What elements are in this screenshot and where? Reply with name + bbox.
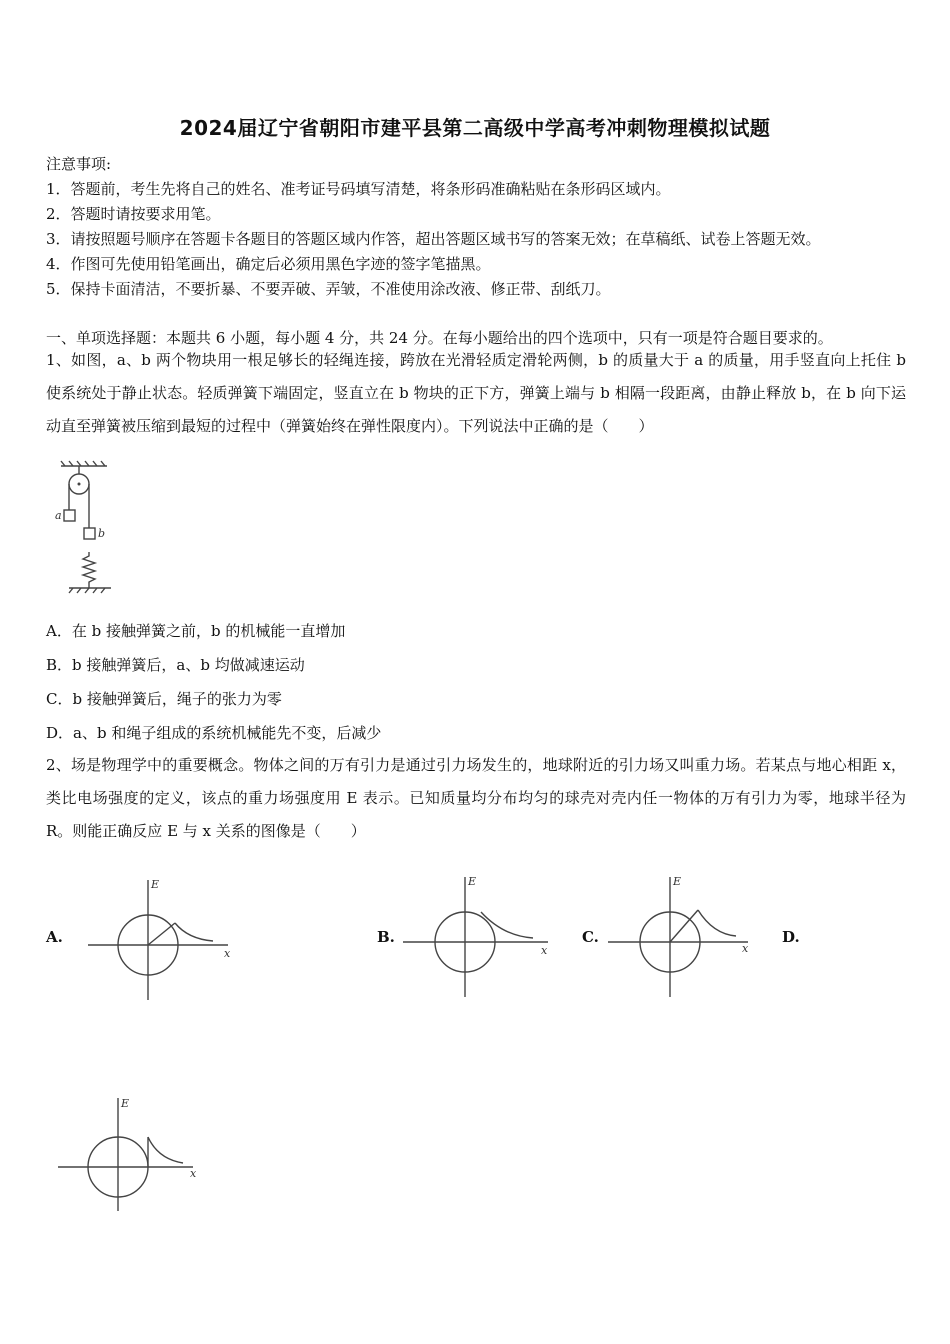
section-heading: 一、单项选择题：本题共 6 小题，每小题 4 分，共 24 分。在每小题给出的四个选项中，只有一项是符合题目要求的。 bbox=[46, 329, 833, 347]
page-title: 2024届辽宁省朝阳市建平县第二高级中学高考冲刺物理模拟试题 bbox=[179, 116, 771, 140]
svg-text:E: E bbox=[151, 878, 160, 891]
spring bbox=[83, 552, 95, 588]
svg-text:x: x bbox=[541, 944, 548, 957]
svg-text:E: E bbox=[121, 1097, 130, 1110]
notice-item: 1．答题前，考生先将自己的姓名、准考证号码填写清楚，将条形码准确粘贴在条形码区域内。 bbox=[46, 180, 671, 198]
q2-label-b: B. bbox=[377, 928, 395, 946]
svg-text:x: x bbox=[190, 1167, 197, 1180]
notice-item: 2．答题时请按要求用笔。 bbox=[46, 205, 221, 223]
notice-item: 4．作图可先使用铅笔画出，确定后必须用黑色字迹的签字笔描黑。 bbox=[46, 255, 491, 273]
block-b bbox=[84, 528, 95, 539]
label-a: a bbox=[55, 509, 62, 522]
q1-option-d: D．a、b 和绳子组成的系统机械能先不变，后减少 bbox=[46, 724, 382, 742]
q2-label-c: C. bbox=[582, 928, 599, 946]
q1-option-a: A．在 b 接触弹簧之前，b 的机械能一直增加 bbox=[46, 622, 346, 640]
q2-label-a: A. bbox=[46, 928, 63, 946]
notice-item: 5．保持卡面清洁，不要折暴、不要弄破、弄皱，不准使用涂改液、修正带、刮纸刀。 bbox=[46, 280, 611, 298]
question-1-stem: 1、如图，a、b 两个物块用一根足够长的轻绳连接，跨放在光滑轻质定滑轮两侧，b 的质量大于 a 的质量，用手竖直向上托住 b 使系统处于静止状态。轻质弹簧下端固定，竖直立在 b 物块的正下方，弹簧上端与 b 相隔一段距离，由静止释放 b，在 b 向下运动直至弹簧被压缩到最短的过程中（弹簧始终在弹性限度内）。下列说法中正确的是（ ） bbox=[46, 351, 906, 435]
graph-option-c bbox=[608, 872, 768, 1002]
graph-option-d bbox=[58, 1093, 218, 1223]
svg-text:E: E bbox=[468, 875, 477, 888]
q1-option-b: B．b 接触弹簧后，a、b 均做减速运动 bbox=[46, 656, 305, 674]
notice-item: 3．请按照题号顺序在答题卡各题目的答题区域内作答，超出答题区域书写的答案无效；在草稿纸、试卷上答题无效。 bbox=[46, 230, 821, 248]
question-2-stem: 2、场是物理学中的重要概念。物体之间的万有引力是通过引力场发生的，地球附近的引力场又叫重力场。若某点与地心相距 x，类比电场强度的定义，该点的重力场强度用 E 表示。已知质量均分布均匀的球壳对壳内任一物体的万有引力为零，地球半径为 R。则能正确反应 E 与 x 关系的图像是（ ） bbox=[46, 756, 906, 840]
pulley-spring-figure bbox=[55, 460, 135, 600]
svg-text:x: x bbox=[742, 942, 749, 955]
svg-text:x: x bbox=[224, 947, 231, 960]
notice-heading: 注意事项: bbox=[46, 155, 112, 173]
svg-text:E: E bbox=[673, 875, 682, 888]
graph-option-a bbox=[88, 875, 248, 1005]
block-a bbox=[64, 510, 75, 521]
q2-label-d: D. bbox=[782, 928, 800, 946]
label-b: b bbox=[98, 527, 106, 540]
graph-option-b bbox=[403, 872, 563, 1002]
q1-option-c: C．b 接触弹簧后，绳子的张力为零 bbox=[46, 690, 282, 708]
